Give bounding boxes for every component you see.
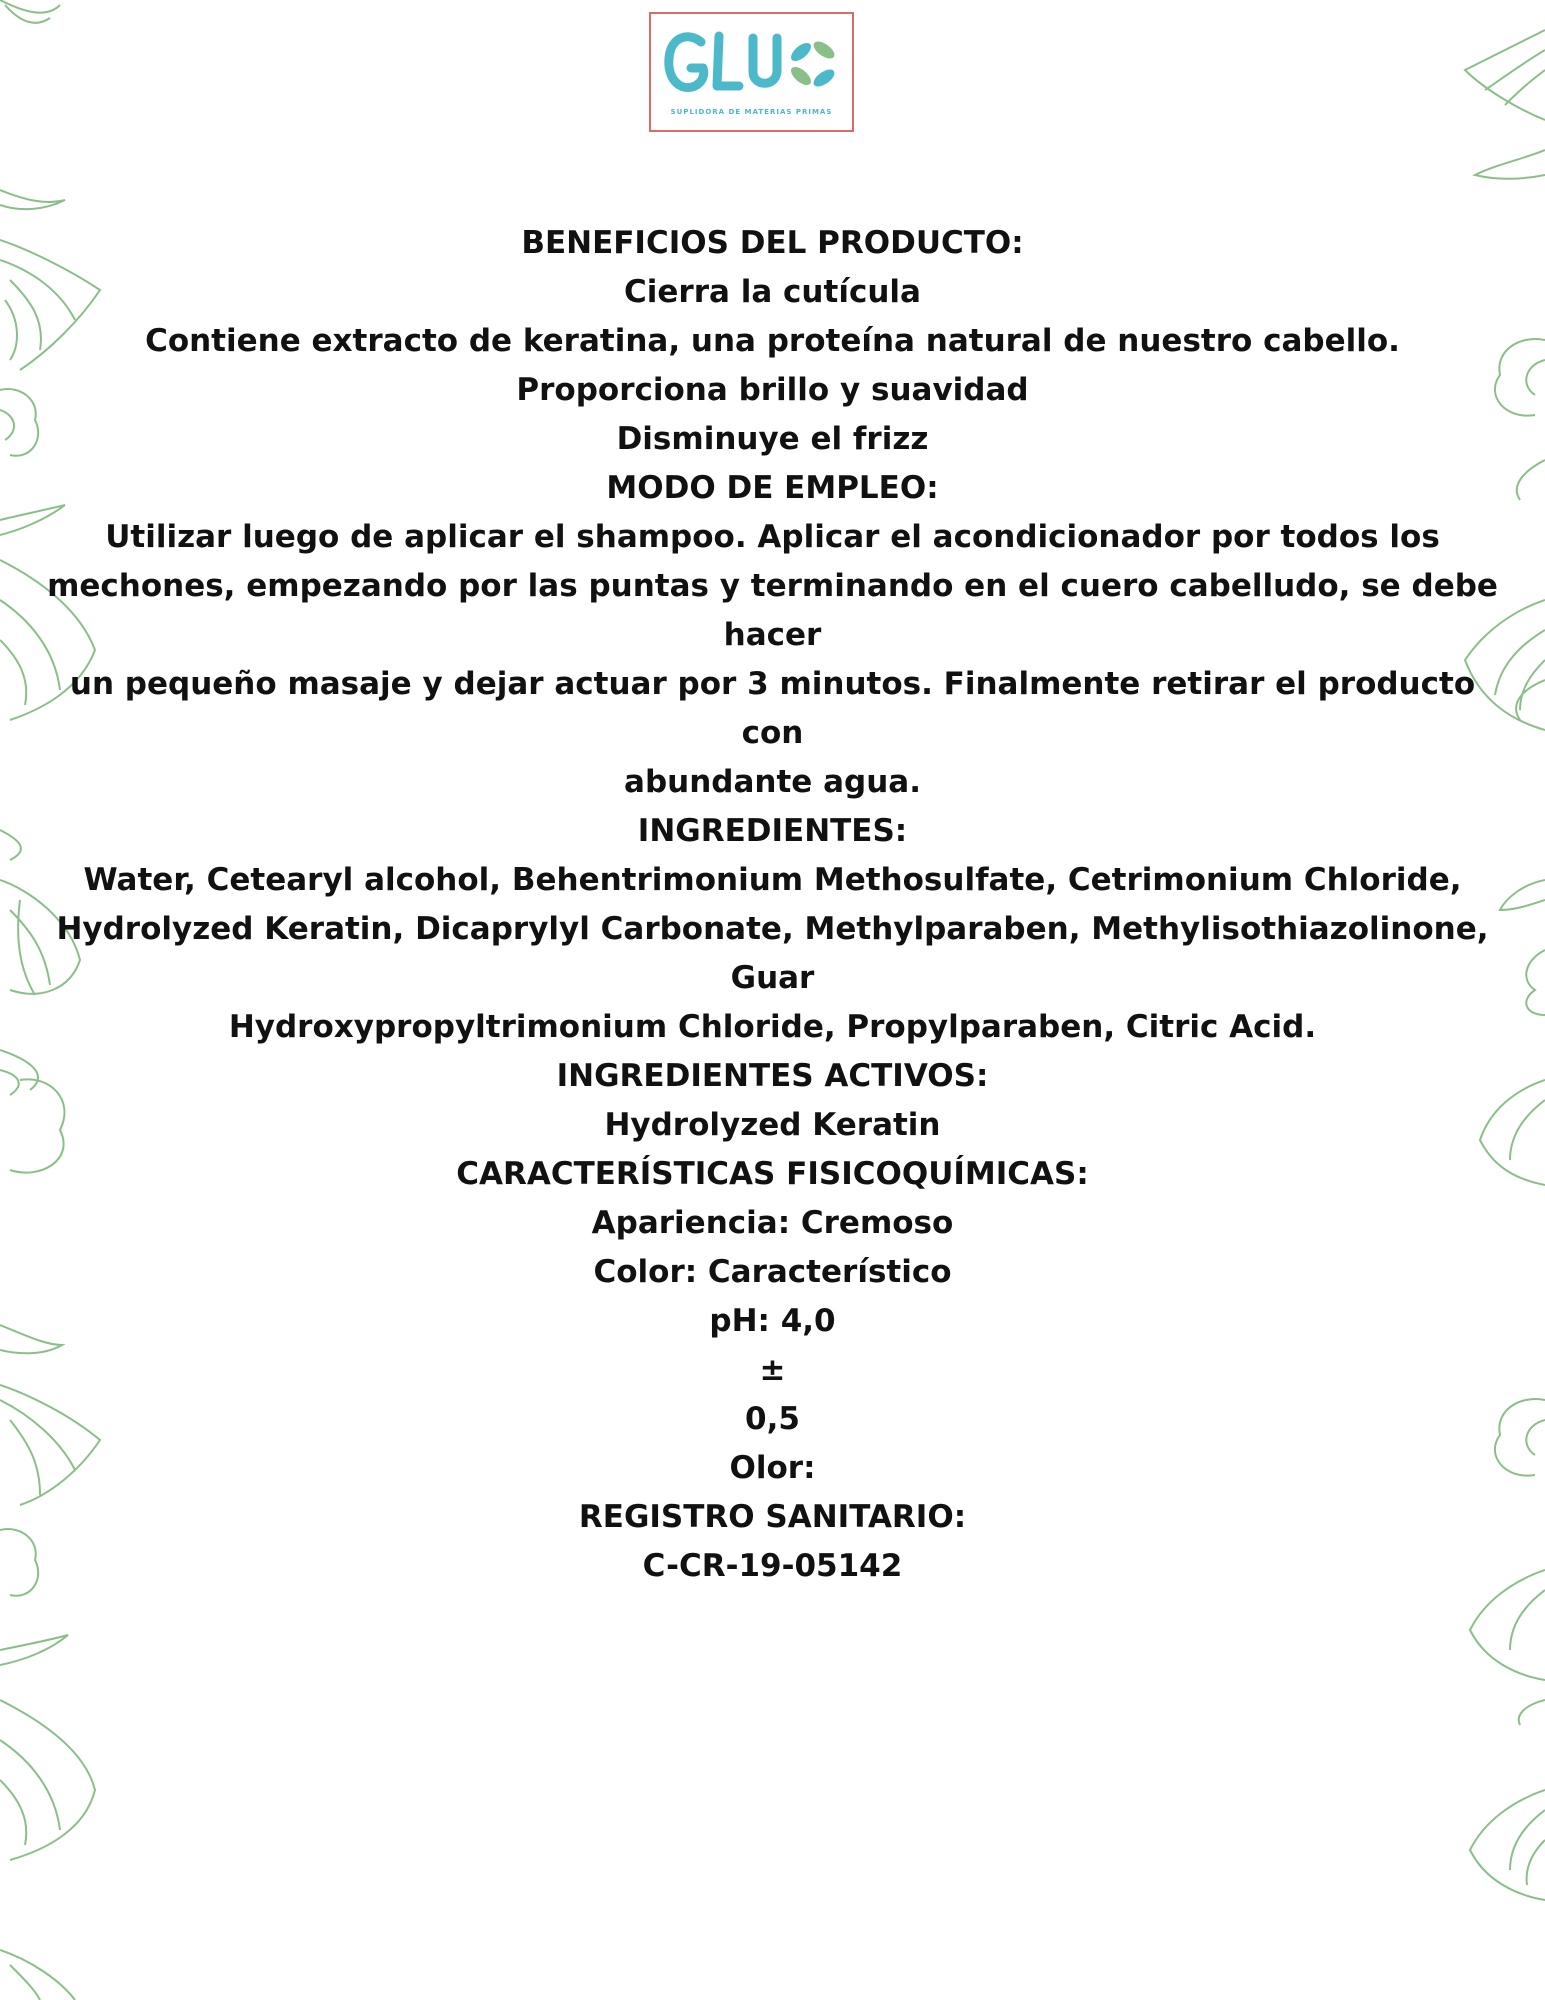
usage-line: Utilizar luego de aplicar el shampoo. Aplicar el acondicionador por todos los xyxy=(105,519,1440,555)
benefit-line: Contiene extracto de keratina, una proteína natural de nuestro cabello. xyxy=(145,323,1400,359)
heading-caracteristicas: CARACTERÍSTICAS FISICOQUÍMICAS: xyxy=(456,1156,1089,1192)
ingredients-line: Hydroxypropyltrimonium Chloride, Propylparaben, Citric Acid. xyxy=(228,1009,1317,1045)
brand-logo xyxy=(649,12,854,132)
heading-beneficios: BENEFICIOS DEL PRODUCTO: xyxy=(521,225,1024,261)
usage-line: un pequeño masaje y dejar actuar por 3 minutos. Finalmente retirar el producto con xyxy=(69,666,1476,751)
usage-line: mechones, empezando por las puntas y terminando en el cuero cabelludo, se debe hacer xyxy=(47,568,1498,653)
logo-wordmark xyxy=(659,20,844,112)
logo-tagline: SUPLIDORA DE MATERIAS PRIMAS xyxy=(670,108,833,116)
property-ph-tolerance: 0,5 xyxy=(745,1401,800,1437)
benefit-line: Proporciona brillo y suavidad xyxy=(516,372,1029,408)
usage-line: abundante agua. xyxy=(624,764,921,800)
property-ph: pH: 4,0 xyxy=(709,1303,836,1339)
ingredients-line: Hydrolyzed Keratin, Dicaprylyl Carbonate, Methylparaben, Methylisothiazolinone, Guar xyxy=(56,911,1489,996)
product-info xyxy=(40,219,1505,1591)
property-color: Color: Característico xyxy=(593,1254,952,1290)
heading-ingredientes: INGREDIENTES: xyxy=(637,813,908,849)
benefit-line: Disminuye el frizz xyxy=(616,421,929,457)
heading-registro: REGISTRO SANITARIO: xyxy=(578,1499,967,1535)
heading-modo-empleo: MODO DE EMPLEO: xyxy=(606,470,939,506)
active-ingredient: Hydrolyzed Keratin xyxy=(604,1107,941,1143)
ingredients-line: Water, Cetearyl alcohol, Behentrimonium Methosulfate, Cetrimonium Chloride, xyxy=(83,862,1462,898)
benefit-line: Cierra la cutícula xyxy=(624,274,921,310)
property-appearance: Apariencia: Cremoso xyxy=(591,1205,954,1241)
property-odor: Olor: xyxy=(729,1450,816,1486)
property-ph-plusminus: ± xyxy=(759,1352,786,1388)
registration-number: C-CR-19-05142 xyxy=(642,1548,903,1584)
heading-ingredientes-activos: INGREDIENTES ACTIVOS: xyxy=(556,1058,989,1094)
